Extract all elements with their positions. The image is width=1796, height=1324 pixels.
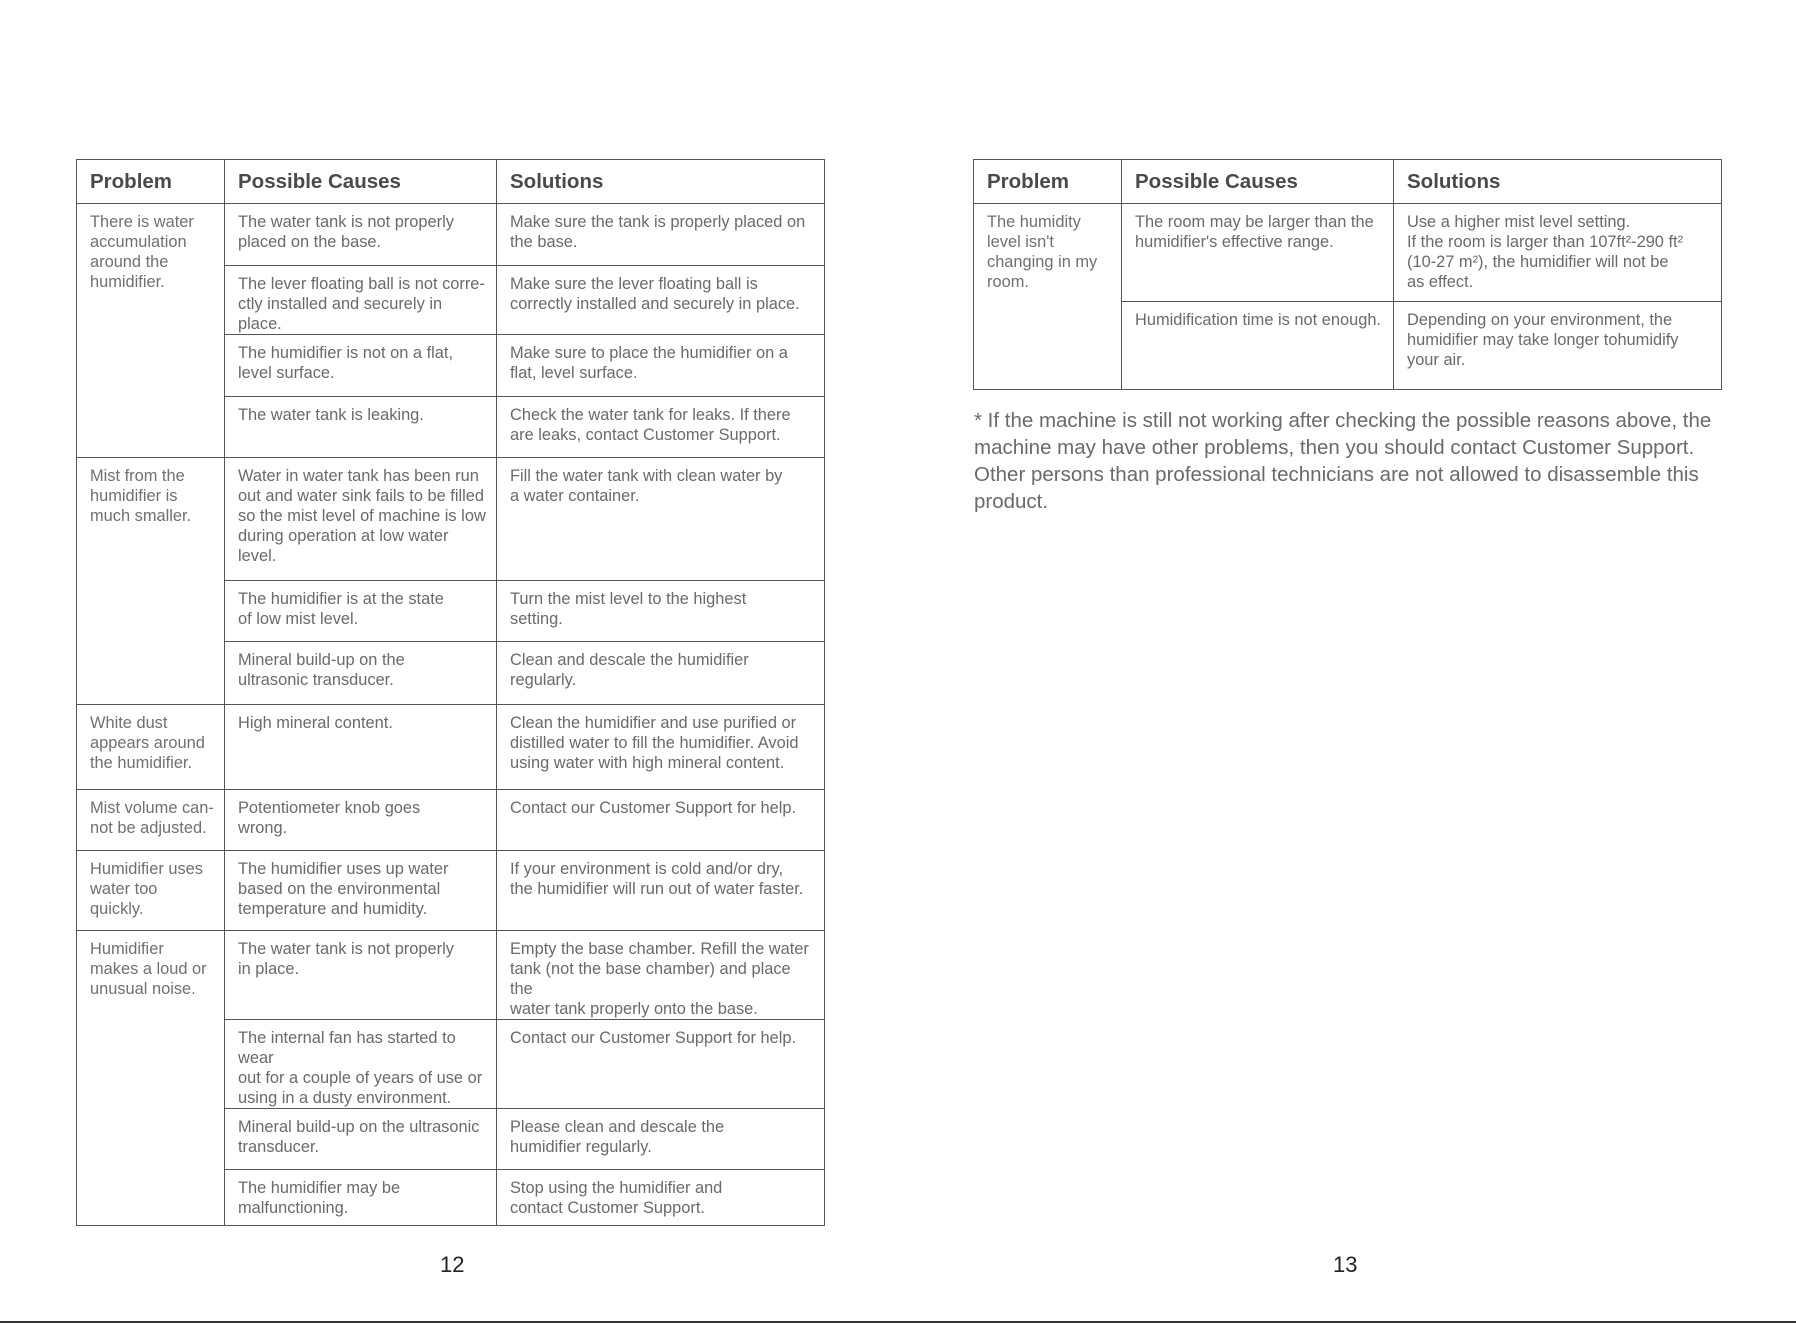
cause-cell: The internal fan has started to wear out for a couple of years of use or using in a dusty environment. [225, 1020, 497, 1109]
table-row [77, 790, 825, 851]
header-problem: Problem [974, 160, 1122, 204]
cause-cell: Mineral build-up on the ultrasonic transducer. [225, 1109, 497, 1170]
header-problem: Problem [77, 160, 225, 204]
solution-cell: Make sure the lever floating ball is correctly installed and securely in place. [497, 266, 825, 335]
problem-cell: Humidifier uses water too quickly. [77, 851, 225, 931]
table-row [77, 931, 825, 1020]
header-possible-causes: Possible Causes [225, 160, 497, 204]
cause-cell: The humidifier is at the state of low mist level. [225, 581, 497, 642]
page-number: 13 [1333, 1252, 1358, 1277]
table-row [77, 204, 825, 266]
table-row [77, 705, 825, 790]
solution-cell: Make sure to place the humidifier on a flat, level surface. [497, 335, 825, 397]
solution-cell: Make sure the tank is properly placed on the base. [497, 204, 825, 266]
solution-cell: Please clean and descale the humidifier regularly. [497, 1109, 825, 1170]
solution-cell: Depending on your environment, the humidifier may take longer tohumidify your air. [1394, 302, 1722, 390]
page-number: 12 [440, 1252, 465, 1277]
problem-cell: The humidity level isn't changing in my room. [974, 204, 1122, 390]
solution-cell: Clean and descale the humidifier regularly. [497, 642, 825, 705]
problem-cell: There is water accumulation around the humidifier. [77, 204, 225, 458]
header-solutions: Solutions [1394, 160, 1722, 204]
table-row [77, 851, 825, 931]
cause-cell: Water in water tank has been run out and water sink fails to be filled so the mist level of machine is low during operation at low water level. [225, 458, 497, 581]
troubleshooting-table-right [973, 159, 1722, 390]
solution-cell: Clean the humidifier and use purified or distilled water to fill the humidifier. Avoid using water with high mineral content. [497, 705, 825, 790]
header-possible-causes: Possible Causes [1122, 160, 1394, 204]
cause-cell: Humidification time is not enough. [1122, 302, 1394, 390]
table-row [77, 458, 825, 581]
problem-cell: Humidifier makes a loud or unusual noise. [77, 931, 225, 1226]
cause-cell: The water tank is leaking. [225, 397, 497, 458]
support-note: * If the machine is still not working after checking the possible reasons above, the machine may have other problems, then you should contact Customer Support. Other persons than professional technicians are not allowed to disassemble this product. [974, 409, 1712, 513]
solution-cell: If your environment is cold and/or dry, the humidifier will run out of water faster. [497, 851, 825, 931]
troubleshooting-table-left [76, 159, 825, 1226]
table-header-row [77, 160, 825, 204]
cause-cell: The humidifier is not on a flat, level surface. [225, 335, 497, 397]
cause-cell: Potentiometer knob goes wrong. [225, 790, 497, 851]
cause-cell: The water tank is not properly in place. [225, 931, 497, 1020]
cause-cell: The lever floating ball is not corre- ctly installed and securely in place. [225, 266, 497, 335]
problem-cell: Mist from the humidifier is much smaller. [77, 458, 225, 705]
problem-cell: Mist volume can- not be adjusted. [77, 790, 225, 851]
cause-cell: The room may be larger than the humidifier's effective range. [1122, 204, 1394, 302]
solution-cell: Empty the base chamber. Refill the water tank (not the base chamber) and place the water tank properly onto the base. [497, 931, 825, 1020]
table-header-row [974, 160, 1722, 204]
cause-cell: High mineral content. [225, 705, 497, 790]
solution-cell: Turn the mist level to the highest setting. [497, 581, 825, 642]
cause-cell: The humidifier uses up water based on the environmental temperature and humidity. [225, 851, 497, 931]
header-solutions: Solutions [497, 160, 825, 204]
solution-cell: Stop using the humidifier and contact Customer Support. [497, 1170, 825, 1226]
cause-cell: Mineral build-up on the ultrasonic transducer. [225, 642, 497, 705]
solution-cell: Check the water tank for leaks. If there are leaks, contact Customer Support. [497, 397, 825, 458]
cause-cell: The humidifier may be malfunctioning. [225, 1170, 497, 1226]
solution-cell: Contact our Customer Support for help. [497, 1020, 825, 1109]
bottom-divider [0, 1321, 1796, 1323]
solution-cell: Use a higher mist level setting. If the room is larger than 107ft²-290 ft² (10-27 m²), the humidifier will not be as effect. [1394, 204, 1722, 302]
solution-cell: Fill the water tank with clean water by a water container. [497, 458, 825, 581]
table-row [974, 204, 1722, 302]
solution-cell: Contact our Customer Support for help. [497, 790, 825, 851]
cause-cell: The water tank is not properly placed on the base. [225, 204, 497, 266]
problem-cell: White dust appears around the humidifier. [77, 705, 225, 790]
right-page [898, 0, 1796, 1324]
